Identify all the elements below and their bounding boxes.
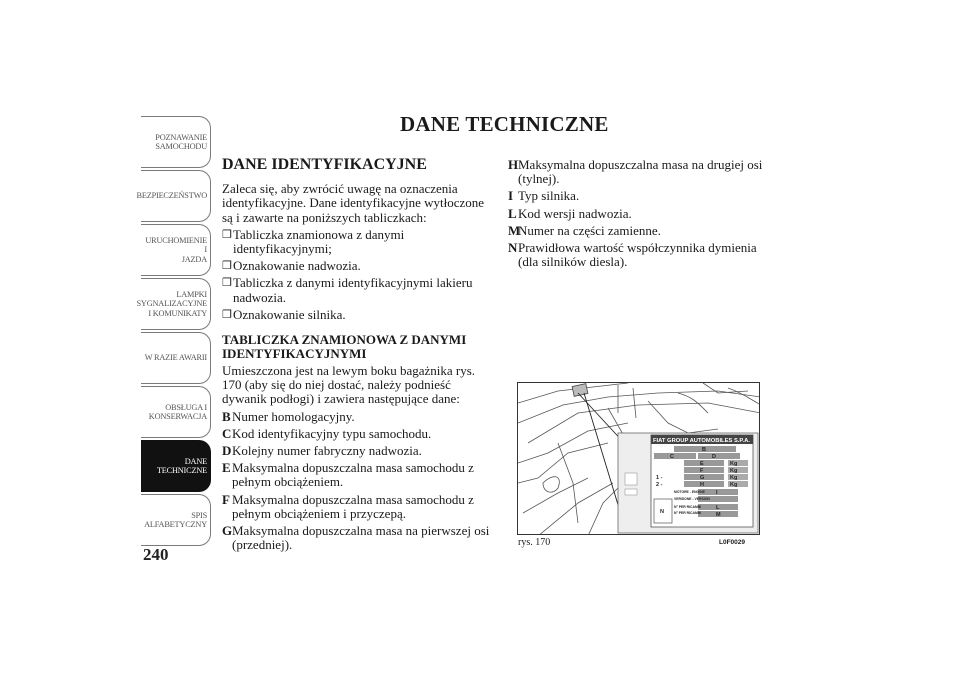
figure-code: L0F0029 — [719, 539, 746, 546]
definition-item — [508, 189, 770, 203]
section-heading: DANE IDENTYFIKACYJNE — [222, 156, 427, 173]
trunk-illustration — [518, 383, 760, 535]
tab-label: LAMPKI SYGNALIZACYJNE I KOMUNIKATY — [136, 289, 207, 318]
list-item-text: Oznakowanie nadwozia. — [233, 258, 361, 274]
tab-spis-alfabetyczny[interactable] — [141, 494, 211, 546]
plate-kg: Kg — [730, 475, 738, 481]
checkbox-bullet-icon: ❒ — [222, 260, 232, 273]
definition-item — [222, 493, 492, 521]
item-key: H — [508, 157, 519, 172]
plate-versione: VERSIONE - VERSION — [674, 497, 710, 501]
intro-paragraph: Zaleca się, aby zwrócić uwagę na oznaczenia identyfikacyjne. Dane identyfikacyjne wytłoczone są i zawarte na poniższych tabliczkach: — [222, 181, 485, 225]
plate-motore: MOTORE - ENGINE — [674, 490, 705, 494]
list-item-text: Tabliczka znamionowa z danymi identyfikacyjnymi; — [233, 226, 405, 257]
tab-w-razie-awarii[interactable] — [141, 332, 211, 384]
item-key: I — [508, 188, 514, 204]
tab-label: DANE TECHNICZNE — [156, 456, 207, 475]
definition-item — [222, 444, 492, 458]
tab-dane-techniczne[interactable] — [141, 440, 211, 492]
item-text: Numer na części zamienne. — [518, 222, 661, 238]
plate-l: L — [716, 505, 720, 511]
item-text: Maksymalna dopuszczalna masa na drugiej osi (tylnej). — [518, 157, 763, 187]
item-key: M — [508, 222, 521, 238]
item-text: Numer homologacyjny. — [232, 408, 355, 424]
item-key: F — [222, 491, 230, 507]
plate-axle-2: 2 - — [656, 482, 663, 488]
definition-item — [508, 241, 770, 269]
tab-poznawanie-samochodu[interactable] — [141, 116, 211, 168]
item-text: Typ silnika. — [518, 188, 580, 204]
checkbox-bullet-icon: ❒ — [222, 228, 232, 241]
right-column — [508, 158, 770, 272]
item-key: N — [508, 240, 518, 256]
plate-e: E — [700, 461, 704, 467]
tab-uruchomienie-i-jazda[interactable] — [141, 224, 211, 276]
tab-label: POZNAWANIE SAMOCHODU — [155, 132, 207, 151]
tab-bezpieczenstwo[interactable] — [136, 170, 211, 222]
item-key: B — [222, 408, 231, 424]
list-item-text: Oznakowanie silnika. — [233, 306, 346, 322]
item-key: E — [222, 460, 231, 476]
plate-d: D — [712, 454, 716, 460]
tab-label: SPIS ALFABETYCZNY — [144, 510, 207, 529]
item-text: Maksymalna dopuszczalna masa samochodu z pełnym obciążeniem i przyczepą. — [232, 491, 474, 521]
identification-plate-figure — [517, 382, 760, 535]
tab-obsluga-i-konserwacja[interactable] — [141, 386, 211, 438]
plate-header: FIAT GROUP AUTOMOBILES S.P.A. — [653, 438, 750, 444]
tab-label: URUCHOMIENIE I JAZDA — [145, 235, 207, 264]
item-key: C — [222, 425, 232, 441]
plate-kg: Kg — [730, 482, 738, 488]
page-title: DANE TECHNICZNE — [400, 112, 609, 136]
plate-kg: Kg — [730, 461, 738, 467]
list-item — [222, 276, 492, 304]
plate-h: H — [700, 482, 704, 488]
item-text: Kod wersji nadwozia. — [518, 205, 632, 221]
item-key: G — [222, 523, 233, 539]
plate-c: C — [670, 454, 674, 460]
list-item — [222, 308, 492, 322]
item-text: Maksymalna dopuszczalna masa na pierwszej osi (przedniej). — [232, 523, 490, 553]
item-key: L — [508, 205, 517, 221]
definition-item — [508, 224, 770, 238]
plate-g: G — [700, 475, 705, 481]
item-text: Kod identyfikacyjny typu samochodu. — [232, 425, 432, 441]
tab-label: W RAZIE AWARII — [144, 353, 207, 363]
list-item-text: Tabliczka z danymi identyfikacyjnymi lakieru nadwozia. — [233, 275, 473, 305]
plate-axle-1: 1 - — [656, 475, 663, 481]
list-item — [222, 228, 492, 256]
plate-i: I — [716, 490, 718, 496]
subsection-intro: Umieszczona jest na lewym boku bagażnika rys. 170 (aby się do niej dostać, należy podnieść dywanik podłogi) i zawiera następujące dane: — [222, 363, 476, 407]
definition-item — [222, 524, 492, 552]
figure-caption: rys. 170 — [518, 537, 551, 548]
item-text: Kolejny numer fabryczny nadwozia. — [232, 443, 422, 459]
tab-label: BEZPIECZEŃSTWO — [136, 191, 207, 201]
plate-f: F — [700, 468, 704, 474]
item-key: D — [222, 443, 232, 459]
plate-m: M — [716, 512, 721, 518]
definition-item — [222, 410, 492, 424]
checkbox-bullet-icon: ❒ — [222, 308, 232, 321]
list-item — [222, 259, 492, 273]
definition-item — [222, 461, 492, 489]
subsection-heading: TABLICZKA ZNAMIONOWA Z DANYMI IDENTYFIKACYJNYMI — [222, 332, 467, 362]
item-text: Maksymalna dopuszczalna masa samochodu z pełnym obciążeniem. — [232, 460, 474, 490]
plate-ricambi: N° PER RICAMBI — [674, 505, 702, 509]
plate-n: N — [660, 509, 664, 515]
plate-ricambi: N° PER RICAMBI — [674, 511, 702, 515]
tab-lampki-sygnalizacyjne[interactable] — [136, 278, 211, 330]
definition-item — [508, 158, 770, 186]
left-column — [222, 158, 492, 555]
definition-item — [508, 207, 770, 221]
definition-item — [222, 427, 492, 441]
plate-b: B — [702, 447, 706, 453]
page-number: 240 — [143, 545, 169, 564]
tab-label: OBSŁUGA I KONSERWACJA — [148, 402, 207, 421]
item-text: Prawidłowa wartość współczynnika dymienia (dla silników diesla). — [518, 240, 757, 270]
plate-kg: Kg — [730, 468, 738, 474]
checkbox-bullet-icon: ❒ — [222, 277, 232, 290]
